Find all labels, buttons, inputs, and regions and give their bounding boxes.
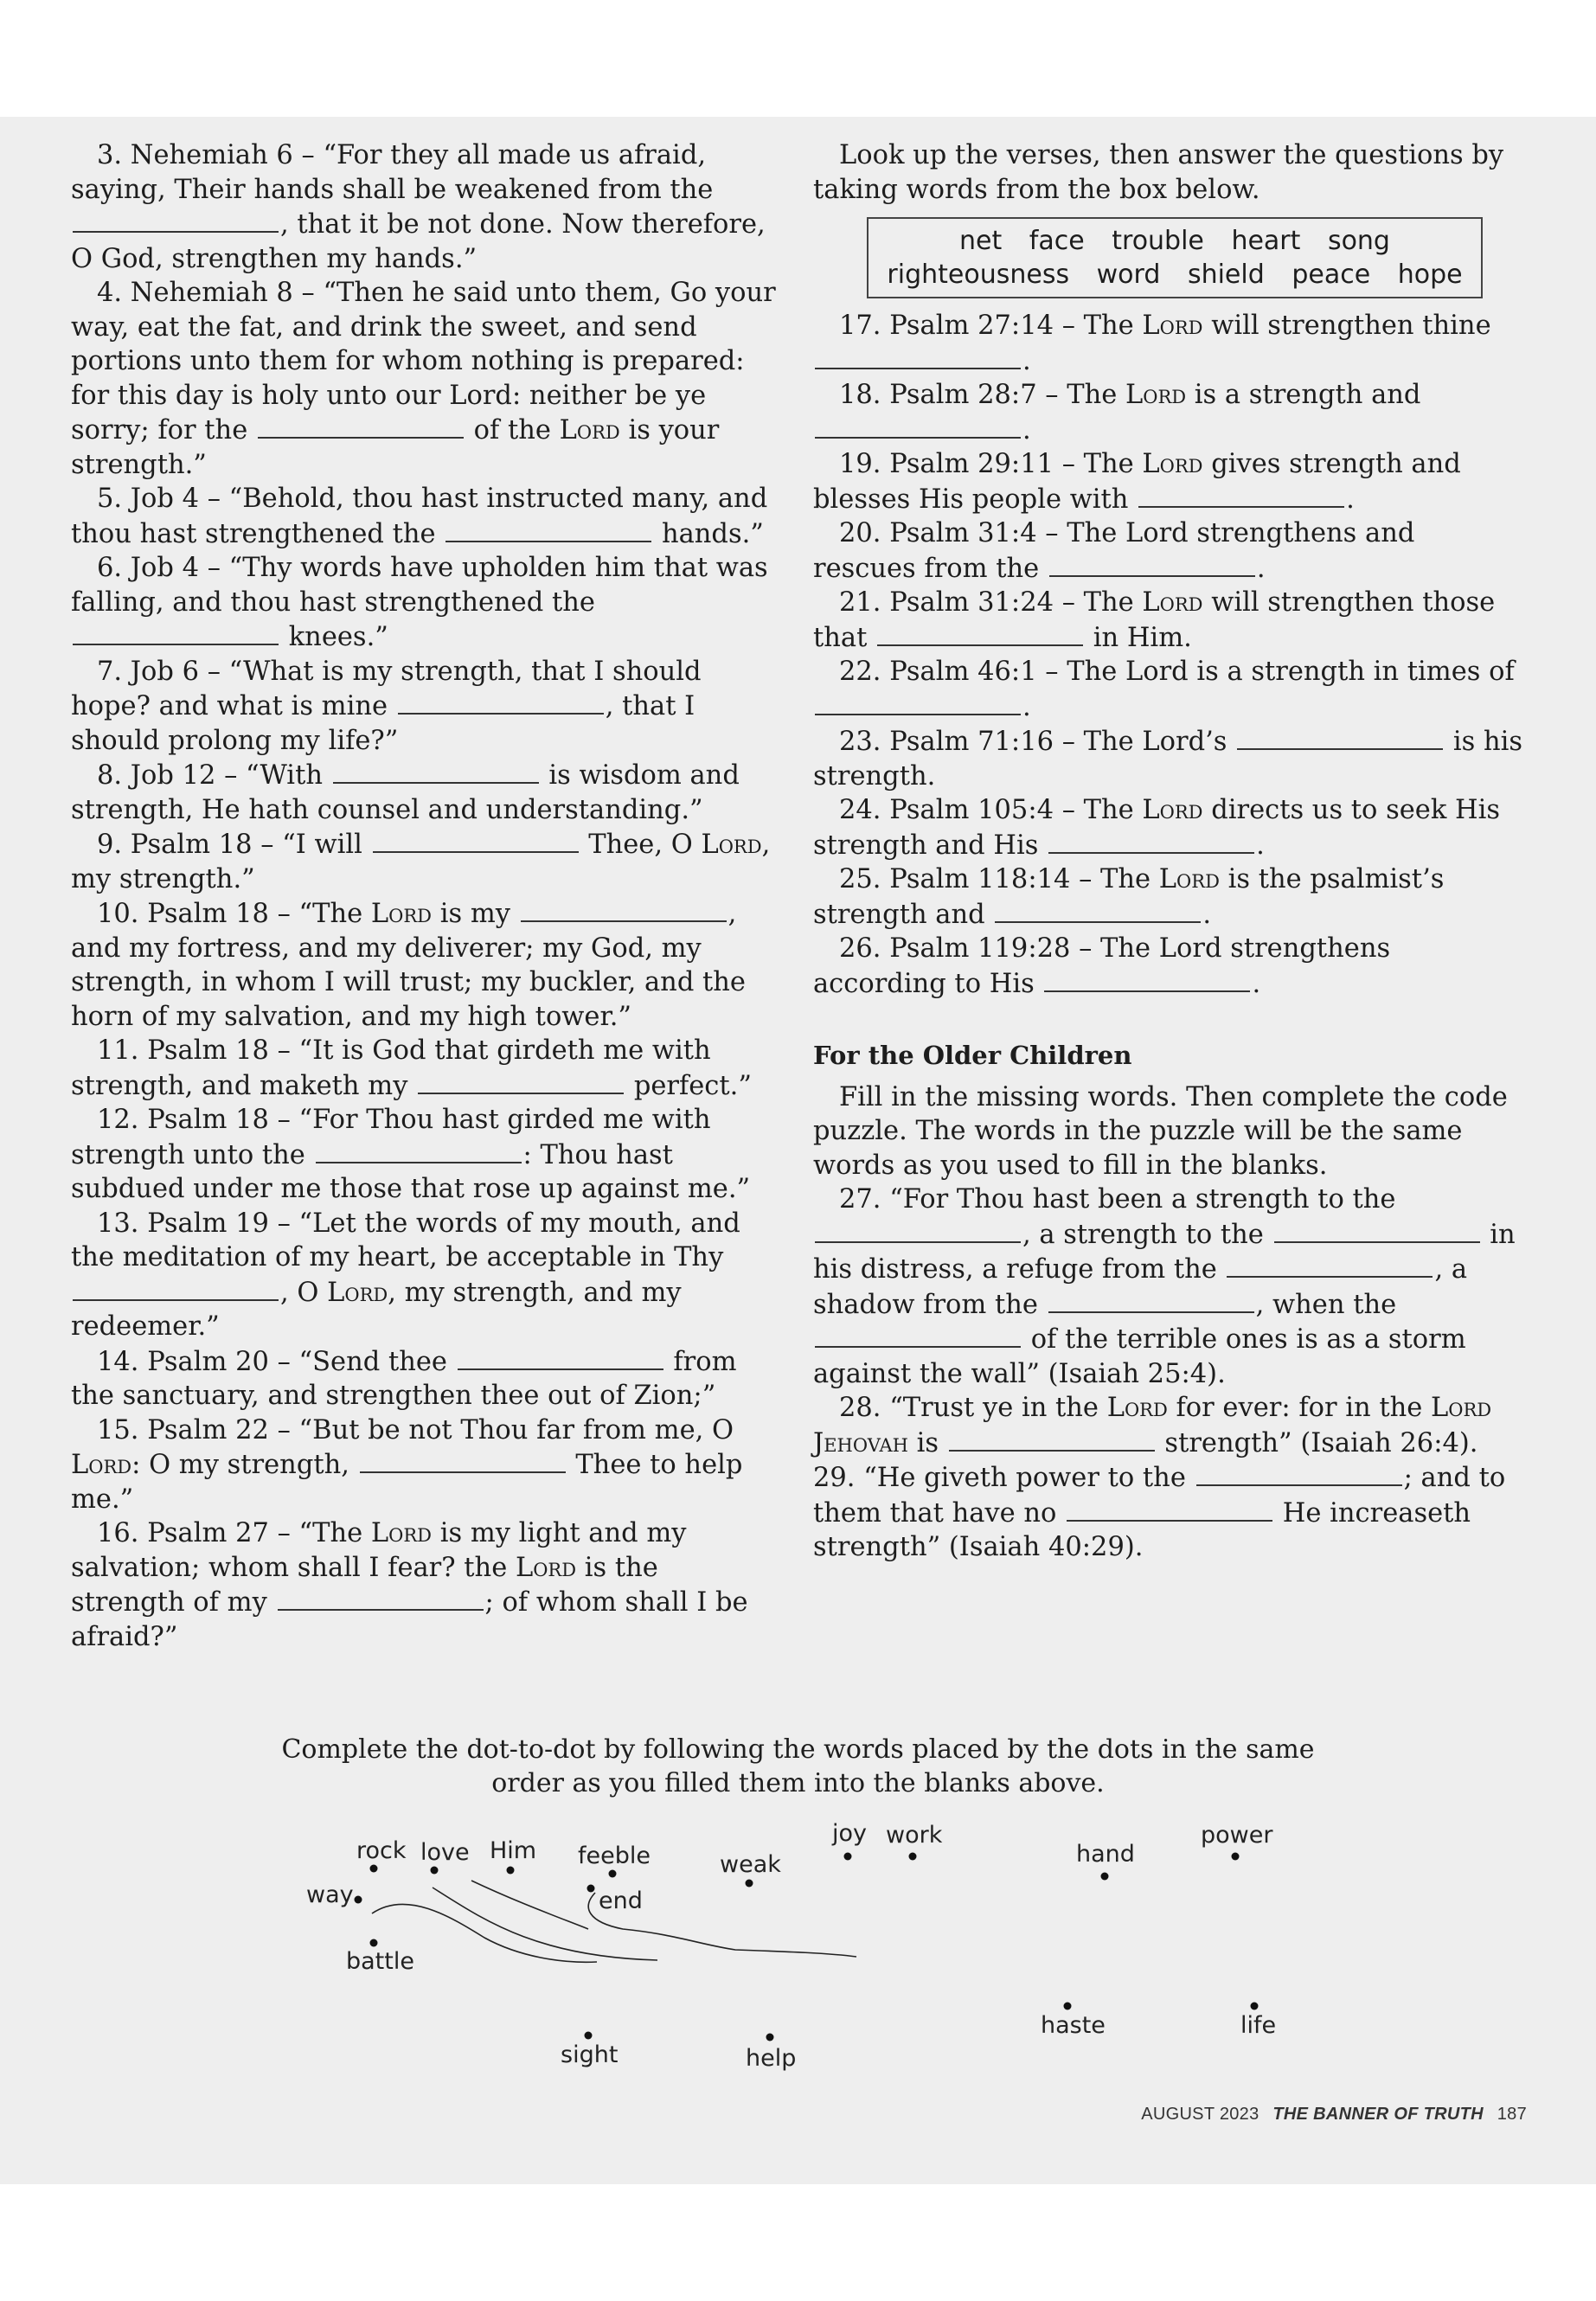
question-text: 9. Psalm 18 – “I will [97, 830, 371, 860]
answer-blank[interactable] [445, 516, 651, 542]
answer-blank[interactable] [1138, 482, 1344, 508]
question-text: will strengthen thine [1202, 311, 1491, 341]
answer-blank[interactable] [258, 413, 464, 439]
question-text: , a strength to the [1022, 1219, 1272, 1250]
answer-blank[interactable] [333, 758, 539, 784]
question-text: is the psalmist’s strength and [813, 864, 1445, 930]
question-text: . [1202, 899, 1212, 930]
word-box-word: peace [1292, 260, 1371, 290]
dot-label: life [1240, 2012, 1277, 2039]
question-14 [71, 1344, 780, 1413]
question-text: knees.” [280, 622, 388, 652]
dot-to-dot-instructions: Complete the dot-to-dot by following the words placed by the dots in the same order as you filled them into the blanks above. [281, 1734, 1315, 1798]
question-24 [813, 793, 1524, 862]
question-list-older [813, 1183, 1524, 1565]
word-box-word: hope [1397, 260, 1463, 290]
older-instructions: Fill in the missing words. Then complete the code puzzle. The words in the puzzle will be the same words as you used to fill in the blanks. [813, 1081, 1508, 1181]
word-box [867, 217, 1483, 298]
question-text: is your strength.” [71, 415, 720, 480]
question-text: : O my strength, [131, 1450, 358, 1480]
question-17 [813, 309, 1524, 378]
question-text: 10. Psalm 18 – “The [97, 899, 371, 929]
answer-blank[interactable] [73, 619, 279, 645]
question-25 [813, 862, 1524, 932]
question-text: . [1256, 553, 1266, 584]
small-caps-lord: Lord [701, 830, 762, 860]
dot-label: haste [1041, 2012, 1106, 2039]
question-text: is my light and my salvation; whom shall I fear? the [71, 1518, 687, 1583]
question-7 [71, 655, 780, 759]
small-caps-lord: Lord [1106, 1393, 1168, 1423]
word-box-word: righteousness [887, 260, 1070, 290]
word-box-word: face [1029, 226, 1085, 256]
answer-blank[interactable] [877, 620, 1083, 646]
dot-label: end [599, 1888, 643, 1914]
question-text: is my [432, 899, 519, 929]
question-22 [813, 655, 1524, 724]
dot-label: Him [490, 1837, 537, 1864]
answer-blank[interactable] [1227, 1252, 1433, 1278]
answer-blank[interactable] [73, 207, 279, 233]
answer-blank[interactable] [73, 1275, 279, 1301]
small-caps-lord: Lord [1142, 311, 1203, 341]
dot-label: sight [561, 2041, 619, 2068]
question-text: ; of whom shall I be afraid?” [71, 1587, 748, 1652]
word-box-word: word [1096, 260, 1161, 290]
question-text: 22. Psalm 46:1 – The Lord is a strength in times of [839, 657, 1515, 687]
question-text: 19. Psalm 29:11 – The [839, 449, 1143, 479]
small-caps-lord: Lord [515, 1552, 577, 1583]
question-text: 7. Job 6 – “What is my strength, that I should hope? and what is mine [71, 656, 702, 721]
question-text: , and my fortress, and my deliverer; my God, my strength, in whom I will trust; my buckler, and the horn of my salvation, and my high tower.” [71, 899, 746, 1032]
question-12 [71, 1103, 780, 1207]
dot-label: power [1201, 1822, 1273, 1849]
question-text: of the [465, 415, 560, 445]
answer-blank[interactable] [949, 1426, 1155, 1452]
question-text: 20. Psalm 31:4 – The Lord strengthens and rescues from the [813, 518, 1415, 584]
small-caps-lord: Lord Jehovah [813, 1393, 1492, 1458]
word-box-word: net [959, 226, 1003, 256]
question-text: 8. Job 12 – “With [97, 760, 331, 791]
question-28 [813, 1391, 1524, 1460]
question-text: 24. Psalm 105:4 – The [839, 795, 1143, 825]
question-text: perfect.” [625, 1070, 752, 1101]
question-text: will strengthen those that [813, 587, 1496, 653]
question-text: 27. “For Thou hast been a strength to the [839, 1184, 1396, 1215]
question-text: 18. Psalm 28:7 – The [839, 380, 1125, 410]
question-20 [813, 516, 1524, 586]
instructions-text: Look up the verses, then answer the questions by taking words from the box below. [813, 140, 1504, 205]
answer-blank[interactable] [398, 689, 604, 715]
section-heading: For the Older Children [813, 1041, 1132, 1070]
answer-blank[interactable] [1237, 724, 1443, 750]
answer-blank[interactable] [815, 689, 1021, 715]
answer-blank[interactable] [815, 413, 1021, 439]
question-text: 25. Psalm 118:14 – The [839, 864, 1159, 894]
question-4 [71, 276, 780, 482]
question-text: , my strength.” [71, 830, 771, 894]
question-text: . [1022, 414, 1031, 445]
question-text: . [1256, 830, 1265, 861]
dot-label: weak [720, 1851, 781, 1878]
question-text: 12. Psalm 18 – “For Thou hast girded me with strength unto the [71, 1105, 711, 1170]
question-9 [71, 827, 780, 896]
question-text: 14. Psalm 20 – “Send thee [97, 1346, 456, 1377]
dot-label: way [306, 1881, 354, 1908]
question-text: gives strength and blesses His people with [813, 449, 1461, 515]
answer-blank[interactable] [418, 1068, 624, 1094]
question-text: strength” (Isaiah 26:4). [1156, 1427, 1478, 1458]
question-text: is his strength. [813, 727, 1522, 792]
question-text: 15. Psalm 22 – “But be not Thou far from me, O [97, 1414, 734, 1445]
question-text: 13. Psalm 19 – “Let the words of my mouth, and the meditation of my heart, be acceptable in Thy [71, 1208, 740, 1272]
question-text: is wisdom and strength, He hath counsel and understanding.” [71, 760, 740, 825]
question-text: , when the [1255, 1289, 1397, 1320]
question-text: 6. Job 4 – “Thy words have upholden him that was falling, and thou hast strengthened the [71, 553, 768, 618]
dot-label: help [746, 2045, 797, 2072]
question-text: Thee, O [580, 830, 702, 860]
right-column [813, 138, 1524, 1565]
answer-blank[interactable] [815, 343, 1021, 369]
page-footer [1141, 2105, 1527, 2125]
question-text: for ever: for in the [1167, 1393, 1431, 1423]
answer-blank[interactable] [1044, 966, 1250, 992]
answer-blank[interactable] [1048, 828, 1254, 854]
question-text: 28. “Trust ye in the [839, 1393, 1107, 1423]
question-list-right [813, 309, 1524, 1001]
dot-label: joy [832, 1820, 867, 1847]
small-caps-lord: Lord [1125, 380, 1187, 410]
small-caps-lord: Lord [71, 1450, 132, 1480]
question-text: , my strength, and my redeemer.” [71, 1277, 682, 1342]
answer-blank[interactable] [373, 827, 579, 853]
word-box-word: trouble [1112, 226, 1204, 256]
question-8 [71, 758, 780, 827]
question-text: 11. Psalm 18 – “It is God that girdeth me with strength, and maketh my [71, 1035, 711, 1101]
small-caps-lord: Lord [370, 1518, 433, 1548]
question-21 [813, 586, 1524, 655]
answer-blank[interactable] [815, 1322, 1021, 1348]
question-6 [71, 551, 780, 655]
question-11 [71, 1034, 780, 1103]
question-26 [813, 932, 1524, 1001]
question-text: , that I should prolong my life?” [71, 691, 695, 756]
small-caps-lord: Lord [1142, 587, 1203, 618]
word-box-row-1 [872, 224, 1477, 258]
answer-blank[interactable] [1049, 551, 1255, 577]
question-text: 23. Psalm 71:16 – The Lord’s [839, 727, 1236, 757]
dot-label: rock [356, 1837, 407, 1864]
answer-blank[interactable] [1196, 1460, 1402, 1486]
answer-blank[interactable] [1048, 1287, 1254, 1313]
question-text: hands.” [653, 518, 764, 549]
left-column [71, 138, 780, 1654]
question-text: . [1252, 968, 1261, 999]
question-text: ; and to them that have no [813, 1463, 1506, 1529]
dot-label: feeble [578, 1843, 651, 1869]
question-23 [813, 724, 1524, 793]
question-text: . [1022, 345, 1031, 376]
question-13 [71, 1207, 780, 1344]
small-caps-lord: Lord [1142, 795, 1203, 825]
footer-date: AUGUST 2023 [1141, 2105, 1259, 2124]
question-text: is [907, 1427, 947, 1458]
question-text: . [1346, 484, 1355, 515]
question-text: 26. Psalm 119:28 – The Lord strengthens according to His [813, 933, 1391, 999]
question-27 [813, 1183, 1524, 1391]
question-text: . [1022, 691, 1031, 722]
question-text: is a strength and [1186, 380, 1421, 410]
question-text: Thee to help me.” [71, 1450, 743, 1515]
small-caps-lord: Lord [1158, 864, 1220, 894]
question-text: 29. “He giveth power to the [813, 1463, 1195, 1493]
question-text: , O [280, 1277, 328, 1308]
answer-blank[interactable] [278, 1585, 484, 1611]
question-19 [813, 447, 1524, 516]
dot-label: battle [346, 1948, 414, 1975]
footer-magazine: THE BANNER OF TRUTH [1272, 2105, 1484, 2124]
answer-blank[interactable] [815, 1217, 1021, 1243]
question-text: 21. Psalm 31:24 – The [839, 587, 1143, 618]
question-text: , a shadow from the [813, 1254, 1468, 1320]
question-15 [71, 1413, 780, 1517]
footer-page-number: 187 [1497, 2105, 1527, 2124]
question-5 [71, 482, 780, 551]
question-text: from the sanctuary, and strengthen thee out of Zion;” [71, 1346, 737, 1411]
question-text: directs us to seek His strength and His [813, 795, 1501, 861]
question-text: is the strength of my [71, 1552, 658, 1618]
question-text: : Thou hast subdued under me those that rose up against me.” [71, 1139, 751, 1204]
question-text: He increaseth strength” (Isaiah 40:29). [813, 1497, 1471, 1562]
question-text: in Him. [1085, 622, 1192, 653]
word-box-word: shield [1187, 260, 1265, 290]
word-box-row-2 [872, 258, 1477, 292]
answer-blank[interactable] [458, 1344, 663, 1370]
question-16 [71, 1516, 780, 1654]
small-caps-lord: Lord [559, 415, 620, 445]
question-text: 5. Job 4 – “Behold, thou hast instructed many, and thou hast strengthened the [71, 484, 768, 549]
question-text: of the terrible ones is as a storm against the wall” (Isaiah 25:4). [813, 1324, 1466, 1389]
dot-label: love [420, 1839, 470, 1866]
question-18 [813, 378, 1524, 447]
question-text: 3. Nehemiah 6 – “For they all made us afraid, saying, Their hands shall be weakened from the [71, 140, 714, 205]
question-text: 4. Nehemiah 8 – “Then he said unto them, Go your way, eat the fat, and drink the sweet, and send portions unto them for whom nothing is prepared: for this day is holy unto our Lord: neither be ye sorry; for the [71, 278, 776, 445]
question-10 [71, 896, 780, 1034]
answer-blank[interactable] [1067, 1496, 1272, 1522]
small-caps-lord: Lord [370, 899, 433, 929]
question-text: , that it be not done. Now therefore, O God, strengthen my hands.” [71, 209, 766, 274]
question-text: in his distress, a refuge from the [813, 1219, 1516, 1285]
small-caps-lord: Lord [1142, 449, 1203, 479]
answer-blank[interactable] [1274, 1217, 1480, 1243]
question-text: 17. Psalm 27:14 – The [839, 311, 1143, 341]
dot-label: hand [1076, 1841, 1135, 1868]
question-text: 16. Psalm 27 – “The [97, 1518, 371, 1548]
answer-blank[interactable] [316, 1138, 522, 1163]
answer-blank[interactable] [360, 1447, 566, 1473]
question-29 [813, 1460, 1524, 1565]
small-caps-lord: Lord [327, 1277, 388, 1308]
word-box-word: song [1327, 226, 1390, 256]
word-box-word: heart [1231, 226, 1301, 256]
question-3 [71, 138, 780, 276]
answer-blank[interactable] [521, 896, 727, 922]
dot-label: work [886, 1822, 943, 1849]
answer-blank[interactable] [995, 897, 1201, 923]
